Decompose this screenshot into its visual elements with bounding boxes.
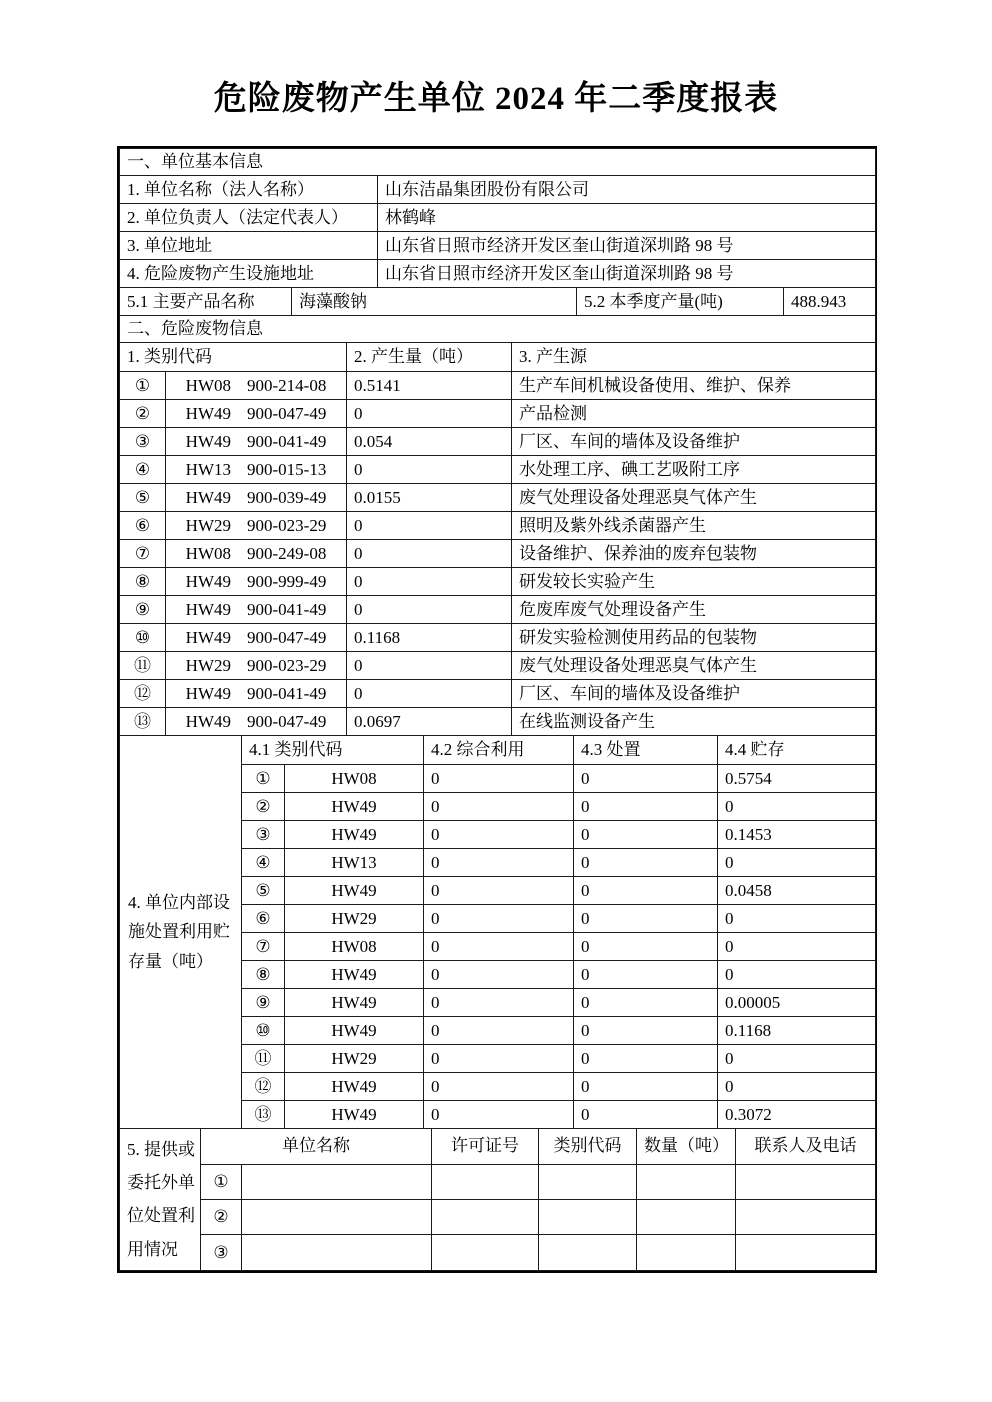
hw-type: HW49 [185,627,231,647]
hw-type: HW49 [285,1017,424,1045]
unit-name-value: 山东洁晶集团股份有限公司 [378,176,876,204]
hw-type: HW49 [285,961,424,989]
col-quantity: 2. 产生量（吨） [347,343,512,372]
quantity-cell [637,1164,736,1199]
product-name-value: 海藻酸钠 [292,288,577,316]
row-number: ⑫ [120,680,166,708]
dispose-value: 0 [574,1101,718,1129]
quantity-value: 0 [347,512,512,540]
recycle-value: 0 [424,1101,574,1129]
storage-value: 0 [718,849,876,877]
quarter-output-label: 5.2 本季度产量(吨) [577,288,784,316]
source-value: 厂区、车间的墙体及设备维护 [512,680,876,708]
quantity-value: 0 [347,400,512,428]
source-value: 废气处理设备处理恶臭气体产生 [512,484,876,512]
hw-type: HW29 [185,655,231,675]
hw-type: HW49 [285,989,424,1017]
waste-code: 900-047-49 [247,627,327,647]
recycle-value: 0 [424,1017,574,1045]
category-code-cell [539,1164,637,1199]
hw-type: HW08 [185,543,231,563]
contact-cell [736,1199,876,1234]
row-number: ③ [242,821,285,849]
waste-row [120,428,876,456]
waste-code-cell [166,372,347,400]
hw-type: HW49 [185,403,231,423]
quantity-value: 0.0697 [347,708,512,736]
row-number: ① [120,372,166,400]
storage-value: 0 [718,1073,876,1101]
hw-type: HW08 [185,375,231,395]
quarter-output-value: 488.943 [784,288,876,316]
report-table [117,146,877,1273]
dispose-value: 0 [574,933,718,961]
quantity-value: 0 [347,456,512,484]
source-value: 在线监测设备产生 [512,708,876,736]
waste-code-cell [166,624,347,652]
hw-type: HW13 [185,459,231,479]
table-row [120,204,876,232]
row-number: ③ [201,1235,242,1270]
waste-code: 900-023-29 [247,655,327,675]
waste-row [120,484,876,512]
storage-value: 0.1168 [718,1017,876,1045]
hw-type: HW49 [185,683,231,703]
source-value: 产品检测 [512,400,876,428]
row-number: ⑩ [120,624,166,652]
quantity-value: 0 [347,596,512,624]
recycle-value: 0 [424,933,574,961]
source-value: 研发较长实验产生 [512,568,876,596]
category-code-cell [539,1235,637,1270]
internal-header-row [120,736,876,765]
section2-header: 二、危险废物信息 [120,316,876,343]
dispose-value: 0 [574,1045,718,1073]
waste-row [120,400,876,428]
quantity-value: 0.054 [347,428,512,456]
dispose-value: 0 [574,821,718,849]
table-row [120,288,876,316]
hw-type: HW08 [285,933,424,961]
row-number: ④ [120,456,166,484]
row-number: ⑤ [242,877,285,905]
col-unit-name: 单位名称 [201,1129,432,1164]
source-value: 生产车间机械设备使用、维护、保养 [512,372,876,400]
row-number: ③ [120,428,166,456]
page-title: 危险废物产生单位 2024 年二季度报表 [213,81,779,117]
row-number: ⑦ [242,933,285,961]
hw-type: HW49 [285,793,424,821]
quantity-value: 0 [347,680,512,708]
waste-code-cell [166,568,347,596]
quantity-value: 0.5141 [347,372,512,400]
waste-code: 900-047-49 [247,711,327,731]
unit-name-cell [242,1199,432,1234]
waste-code-cell [166,428,347,456]
row-number: ① [201,1164,242,1199]
row-number: ⑧ [242,961,285,989]
recycle-value: 0 [424,849,574,877]
storage-value: 0 [718,793,876,821]
storage-value: 0 [718,961,876,989]
storage-value: 0.0458 [718,877,876,905]
external-row [120,1164,876,1199]
row-number: ② [242,793,285,821]
waste-info-table [119,315,876,736]
waste-row [120,456,876,484]
section1-header: 一、单位基本信息 [120,149,876,176]
row-number: ⑫ [242,1073,285,1101]
external-row [120,1199,876,1234]
quantity-value: 0.1168 [347,624,512,652]
row-number: ② [120,400,166,428]
hw-type: HW29 [185,515,231,535]
waste-row [120,568,876,596]
col-44-storage: 4.4 贮存 [718,736,876,765]
unit-name-cell [242,1235,432,1270]
dispose-value: 0 [574,765,718,793]
recycle-value: 0 [424,989,574,1017]
quantity-value: 0 [347,652,512,680]
section2-header-row [120,316,876,343]
hw-type: HW08 [285,765,424,793]
recycle-value: 0 [424,765,574,793]
quantity-value: 0 [347,540,512,568]
recycle-value: 0 [424,905,574,933]
table-row [120,232,876,260]
dispose-value: 0 [574,1073,718,1101]
row-number: ⑬ [120,708,166,736]
permit-no-cell [432,1199,539,1234]
col-category-code: 1. 类别代码 [120,343,347,372]
quantity-cell [637,1235,736,1270]
external-disposal-label: 5. 提供或委托外单位处置利用情况 [120,1129,201,1271]
waste-code-cell [166,512,347,540]
waste-code: 900-039-49 [247,487,327,507]
contact-cell [736,1164,876,1199]
source-value: 照明及紫外线杀菌器产生 [512,512,876,540]
row-number: ⑨ [120,596,166,624]
internal-disposal-label: 4. 单位内部设施处置利用贮存量（吨） [120,736,242,1129]
hw-type: HW49 [185,431,231,451]
waste-row [120,512,876,540]
external-disposal-table [119,1128,876,1271]
waste-code: 900-015-13 [247,459,327,479]
basic-info-table [119,148,876,288]
hw-type: HW49 [285,821,424,849]
row-number: ⑧ [120,568,166,596]
hw-type: HW49 [285,1073,424,1101]
waste-code-cell [166,400,347,428]
waste-row [120,540,876,568]
storage-value: 0.5754 [718,765,876,793]
facility-address-label: 4. 危险废物产生设施地址 [120,260,378,288]
table-row [120,176,876,204]
product-name-label: 5.1 主要产品名称 [120,288,292,316]
waste-row [120,596,876,624]
dispose-value: 0 [574,905,718,933]
waste-code: 900-249-08 [247,543,327,563]
permit-no-cell [432,1164,539,1199]
row-number: ⑦ [120,540,166,568]
waste-row [120,652,876,680]
row-number: ⑪ [242,1045,285,1073]
dispose-value: 0 [574,1017,718,1045]
dispose-value: 0 [574,989,718,1017]
hw-type: HW49 [185,599,231,619]
recycle-value: 0 [424,793,574,821]
waste-header-row [120,343,876,372]
hw-type: HW29 [285,1045,424,1073]
hw-type: HW13 [285,849,424,877]
hw-type: HW49 [185,487,231,507]
col-permit-no: 许可证号 [432,1129,539,1164]
responsible-person-label: 2. 单位负责人（法定代表人） [120,204,378,232]
source-value: 研发实验检测使用药品的包装物 [512,624,876,652]
source-value: 危废库废气处理设备产生 [512,596,876,624]
quantity-cell [637,1199,736,1234]
section1-header-row [120,149,876,176]
waste-code-cell [166,456,347,484]
hw-type: HW49 [185,711,231,731]
col-quantity: 数量（吨） [637,1129,736,1164]
row-number: ④ [242,849,285,877]
internal-disposal-table [119,735,876,1129]
hw-type: HW49 [285,1101,424,1129]
row-number: ⑤ [120,484,166,512]
hw-type: HW49 [285,877,424,905]
product-row-table [119,287,876,316]
source-value: 水处理工序、碘工艺吸附工序 [512,456,876,484]
waste-code-cell [166,652,347,680]
col-contact: 联系人及电话 [736,1129,876,1164]
waste-code-cell [166,540,347,568]
waste-code: 900-041-49 [247,431,327,451]
storage-value: 0 [718,905,876,933]
unit-name-cell [242,1164,432,1199]
storage-value: 0.3072 [718,1101,876,1129]
waste-code-cell [166,680,347,708]
category-code-cell [539,1199,637,1234]
source-value: 厂区、车间的墙体及设备维护 [512,428,876,456]
responsible-person-value: 林鹤峰 [378,204,876,232]
dispose-value: 0 [574,793,718,821]
waste-code: 900-214-08 [247,375,327,395]
recycle-value: 0 [424,961,574,989]
recycle-value: 0 [424,1045,574,1073]
recycle-value: 0 [424,821,574,849]
waste-row [120,680,876,708]
quantity-value: 0 [347,568,512,596]
external-header-row [120,1129,876,1164]
waste-row [120,624,876,652]
waste-row [120,372,876,400]
unit-name-label: 1. 单位名称（法人名称） [120,176,378,204]
permit-no-cell [432,1235,539,1270]
col-42-recycle: 4.2 综合利用 [424,736,574,765]
unit-address-value: 山东省日照市经济开发区奎山街道深圳路 98 号 [378,232,876,260]
storage-value: 0.00005 [718,989,876,1017]
col-source: 3. 产生源 [512,343,876,372]
hw-type: HW49 [185,571,231,591]
storage-value: 0 [718,1045,876,1073]
dispose-value: 0 [574,877,718,905]
source-value: 设备维护、保养油的废弃包装物 [512,540,876,568]
quantity-value: 0.0155 [347,484,512,512]
waste-code: 900-023-29 [247,515,327,535]
row-number: ⑥ [242,905,285,933]
facility-address-value: 山东省日照市经济开发区奎山街道深圳路 98 号 [378,260,876,288]
waste-code: 900-047-49 [247,403,327,423]
waste-code-cell [166,596,347,624]
waste-code-cell [166,484,347,512]
waste-row [120,708,876,736]
storage-value: 0.1453 [718,821,876,849]
waste-code-cell [166,708,347,736]
row-number: ⑩ [242,1017,285,1045]
contact-cell [736,1235,876,1270]
col-category-code: 类别代码 [539,1129,637,1164]
dispose-value: 0 [574,849,718,877]
waste-code: 900-999-49 [247,571,327,591]
storage-value: 0 [718,933,876,961]
col-43-dispose: 4.3 处置 [574,736,718,765]
row-number: ① [242,765,285,793]
waste-code: 900-041-49 [247,599,327,619]
source-value: 废气处理设备处理恶臭气体产生 [512,652,876,680]
recycle-value: 0 [424,877,574,905]
col-41-category: 4.1 类别代码 [242,736,424,765]
row-number: ⑪ [120,652,166,680]
hw-type: HW29 [285,905,424,933]
waste-code: 900-041-49 [247,683,327,703]
unit-address-label: 3. 单位地址 [120,232,378,260]
row-number: ② [201,1199,242,1234]
external-row [120,1235,876,1270]
row-number: ⑨ [242,989,285,1017]
row-number: ⑬ [242,1101,285,1129]
row-number: ⑥ [120,512,166,540]
dispose-value: 0 [574,961,718,989]
recycle-value: 0 [424,1073,574,1101]
table-row [120,260,876,288]
